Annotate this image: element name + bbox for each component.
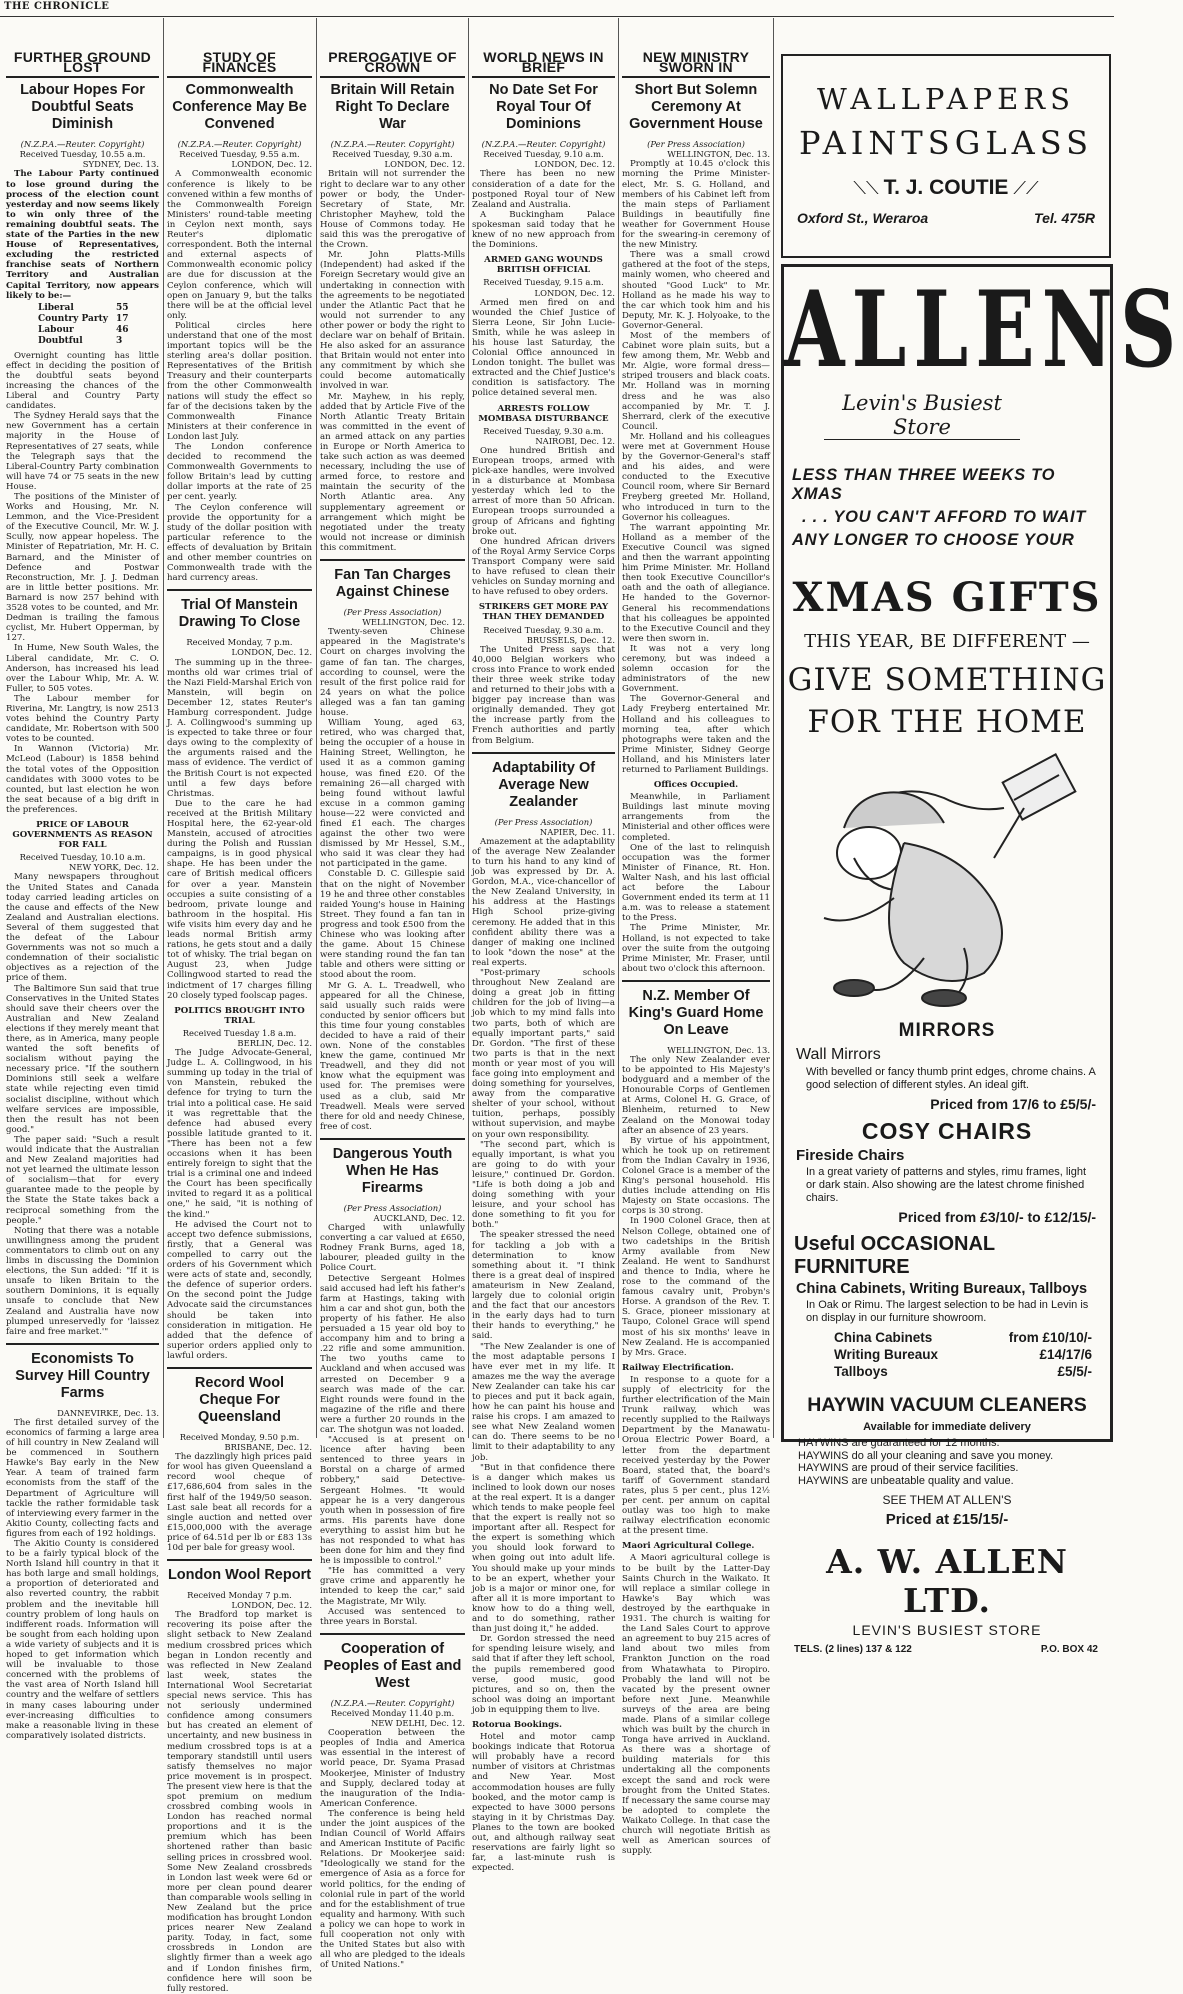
promo-line: LESS THAN THREE WEEKS TO XMAS	[792, 466, 1056, 503]
section-title: STUDY OF FINANCES	[167, 50, 312, 78]
paragraph: In 1900 Colonel Grace, then at Nelson College, obtained one of two cadetships in the British Army available from New Zealand. He went to Sandhurst and thence to India, where he rose to the command of the famous cavalry unit, Probyn's Horse. A grandson of the Rev. T. S. Grace, pioneer missionary at Taupo, Colonel Grace will spend most of his six months' leave in New Zealand. He is accompanied by Mrs. Grace.	[622, 1216, 770, 1358]
paragraph: Twenty-seven Chinese appeared in the Magistrate's Court on charges involving the game of fan tan. The charges, according to counsel, were the result of the first police raid for 24 years on what the police alleged was a fan tan gaming house.	[320, 627, 465, 718]
chairs-price: Priced from £3/10/- to £12/15/-	[898, 1209, 1096, 1225]
credit: (N.Z.P.A.—Reuter. Copyright)	[330, 139, 455, 150]
be-different-line: THIS YEAR, BE DIFFERENT —	[804, 631, 1090, 652]
received-line: Received Tuesday, 9.30 a.m.	[483, 624, 604, 635]
paragraph: The paper said: "Such a result would indicate that the Australian and New Zealand majorities had not yet learned the ultimate lesson of socialism—that for every guarantee made to the people by the State the State takes back a reciprocal something from the people."	[6, 1134, 159, 1226]
column-rule	[618, 18, 619, 1438]
paragraph: One of the last to relinquish occupation was the former Minister of Finance, Rt. Hon. Walter Nash, and his last official act before the Labour Government ended its term at 11 a.m. was to release a statement to the Press.	[622, 842, 770, 924]
party-name: Country Party	[38, 313, 109, 324]
received-line: Received Monday 7 p.m.	[187, 1590, 292, 1601]
paragraph: The Sydney Herald says that the new Government has a certain majority in the House of Representatives of 27 seats, while the Telegraph says that the Liberal-Country Party combination will have 74 or 75 seats in the new House.	[6, 411, 159, 492]
seat-count: 55	[116, 302, 129, 313]
article-lead: The Labour Party continued to lose ground during the process of the election count yesterday and now seems likely to win only three of the remaining doubtful seats. The state of the Parties in the new House of Representatives, excluding the restricted franchise seats of Northern Territory and Australian Capital Territory, now appears likely to be:—	[6, 169, 159, 301]
article-headline: London Wool Report	[167, 1559, 312, 1584]
list-item: HAYWINS are unbeatable quality and value.	[798, 1474, 1014, 1487]
ad-line-glass: GLASS	[954, 124, 1093, 162]
dateline: BRUSSELS, Dec. 12.	[526, 634, 615, 645]
article-headline: Short But Solemn Ceremony At Government House	[629, 82, 763, 133]
column-1	[6, 49, 159, 1741]
column-rule	[163, 18, 164, 1438]
credit: (N.Z.P.A.—Reuter. Copyright)	[330, 1697, 455, 1708]
company-name: A. W. ALLEN LTD.	[826, 1542, 1068, 1620]
ad-tel: Tel. 475R	[1034, 210, 1095, 226]
section-title: PREROGATIVE OF CROWN	[320, 50, 465, 78]
paragraph: The dazzlingly high prices paid for wool has given Queensland a record wool cheque of £17,686,604 from sales in the first half of the 1949/50 season. Last sale beat all records for a single auction and netted over £15,000,000 with the average price of 64.51d per lb or £83 13s 10d per bale for greasy wool.	[167, 1452, 312, 1553]
contact-row	[784, 1638, 1110, 1655]
dateline: NAPIER, Dec. 11.	[539, 826, 615, 837]
paragraph: Most of the members of Cabinet wore plain suits, but a few among them, Mr. Webb and Mr. Algie, wore formal dress—striped trousers and black coats. Mr. Holland was in morning dress and he was also accompanied by Mr. T. J. Sherrard, clerk of the executive Council.	[622, 330, 770, 432]
paragraph: Armed men fired on and wounded the Chief Justice of Sierra Leone, Sir John Lucie-Smith, while he was asleep in his house last Saturday, the Colonial Office announced in London tonight. The bullet was extracted and the Chief Justice's condition is satisfactory. The police detained several men.	[472, 297, 615, 399]
paragraph: Meanwhile, in Parliament Buildings last minute moving arrangements from the Ministerial and other offices were completed.	[622, 792, 770, 843]
credit: (Per Press Association)	[647, 139, 745, 150]
received-line: Received Tuesday, 9.15 a.m.	[483, 277, 604, 288]
wallpapers-ad	[781, 54, 1111, 258]
paragraph: He advised the Court not to accept two defence submissions, firstly, that a General was compelled to carry out the orders of his Government which were acts of state and, secondly, the defence of superior orders. On the second point the Judge Advocate said the circumstances should be taken into consideration in mitigation. He added that the defence of superior orders applied only to lawful orders.	[167, 1219, 312, 1361]
subheading: ARRESTS FOLLOW MOMBASA DISTURBANCE	[478, 403, 609, 424]
paragraph: The Akitio County is considered to be a fairly typical block of the North Island hill country in that it has both large and small holdings, a proportion of deteriorated and also reverted country, the rabbit problem and the inevitable hill country problem of long hauls on indifferent roads. Information will be sought from each holding upon a wide variety of subjects and it is hoped to get information which will be invaluable to those concerned with the problems of the vast area of North Island hill country and the welfare of settlers in many cases labouring under ever-increasing difficulties to make a reasonable living in these comparatively isolated districts.	[6, 1539, 159, 1741]
received-line: Received Tuesday 1.8 a.m.	[182, 1027, 297, 1038]
give-something-line: GIVE SOMETHING	[787, 662, 1107, 698]
article-headline: Cooperation of Peoples of East and West	[320, 1633, 465, 1692]
promo-line: ANY LONGER TO CHOOSE YOUR	[792, 531, 1075, 549]
paragraph: In Hume, New South Wales, the Liberal candidate, Mr. C. O. Anderson, has increased his lead over the Labour Whip, Mr. A. W. Fuller, to 505 votes.	[6, 643, 159, 694]
paragraph: A Commonwealth economic conference is likely to be convened within a few months of the Commonwealth Foreign Ministers' round-table meeting in Ceylon next month, says Reuter's diplomatic correspondent. Both the internal and external aspects of Commonwealth economic policy are due for discussion at the Ceylon conference, which will open on January 9, but the talks there will be at the official level only.	[167, 169, 312, 321]
subheading: Maori Agricultural College.	[622, 1541, 755, 1552]
vacuum-heading: HAYWIN VACUUM CLEANERS	[807, 1394, 1087, 1416]
column-5	[622, 49, 770, 1857]
credit: (N.Z.P.A.—Reuter. Copyright)	[177, 139, 302, 150]
paragraph: The Ceylon conference will provide the opportunity for a study of the dollar position with particular reference to the effects of devaluation by Britain and other member countries on Commonwealth trade with the hard currency areas.	[167, 502, 312, 584]
mirrors-price: Priced from 17/6 to £5/5/-	[930, 1096, 1096, 1112]
subheading: ARMED GANG WOUNDS BRITISH OFFICIAL	[484, 255, 603, 276]
paragraph: Mr. Holland and his colleagues were met at Government House by the Governor-General's staff and his aides, and were conducted to the Executive Council room, where Sir Bernard Freyberg greeted Mr. Holland, who introduced in turn to the Governor his colleagues.	[622, 431, 770, 523]
po-box: P.O. BOX 42	[1040, 1644, 1098, 1655]
party-name: Labour	[38, 324, 74, 335]
vacuum-price: Priced at £15/15/-	[885, 1511, 1009, 1528]
ad-name-text: T. J. COUTIE	[883, 176, 1009, 199]
received-line: Received Tuesday, 10.10 a.m.	[19, 852, 146, 863]
paragraph: The Governor-General and Lady Freyberg entertained Mr. Holland and his colleagues to morning tea, after which photographs were taken and the Prime Minister, Sidney George Holland, and his Ministers later returned to Parliament Buildings.	[622, 694, 770, 775]
credit: (Per Press Association)	[494, 816, 593, 827]
paragraph: It was not a very long ceremony, but was indeed a solemn occasion for the administrators of the new Government.	[622, 643, 770, 695]
subheading: POLITICS BROUGHT INTO TRIAL	[174, 1005, 305, 1026]
dateline: LONDON, Dec. 12.	[534, 159, 615, 170]
paragraph: "He has committed a very grave crime and apparently he intended to keep the car," said the Magistrate, Mr Wily.	[320, 1566, 465, 1607]
paragraph: Overnight counting has little effect in deciding the position of the doubtful seats beyond increasing the chances of the Liberal and Country Party candidates.	[6, 350, 159, 412]
list-item	[834, 1363, 1092, 1380]
mirrors-subheading: Wall Mirrors	[796, 1046, 881, 1063]
sunray-right-icon: ⟋⟋	[1008, 178, 1039, 198]
dateline: LONDON, Dec. 12.	[231, 159, 312, 170]
subheading: PRICE OF LABOUR GOVERNMENTS AS REASON FOR FALL	[12, 820, 153, 851]
ad-line-paints: PAINTS	[799, 124, 955, 162]
paragraph: The summing up in the three-months old war crimes trial of the Nazi Field-Marshal Erich von Manstein, will begin on December 12, states Reuter's Hamburg correspondent. Judge J. A. Collingwood's summing up is expected to take three or four days owing to the complexity of the arguments raised and the mass of evidence. The verdict of the British Court is not expected until a few days before Christmas.	[167, 657, 312, 799]
subheading: STRIKERS GET MORE PAY THAN THEY DEMANDED	[478, 602, 609, 623]
seat-count: 3	[116, 335, 123, 346]
ad-name	[783, 176, 1109, 200]
paragraph: The first detailed survey of the economics of farming a large area of hill country in New Zealand will be commenced in Southern Hawke's Bay early in the New Year. A team of trained farm economists from the staff of the Department of Agriculture will tackle the rather formidable task of interviewing every farmer in the Akitio County, collecting facts and figures from each of 192 holdings.	[6, 1417, 159, 1539]
paragraph: A Buckingham Palace spokesman said today that he knew of no new approach from the Dominions.	[472, 209, 615, 251]
paragraph: Promptly at 10.45 o'clock this morning the Prime Minister-elect, Mr. S. G. Holland, and members of his Cabinet left from the main steps of Parliament Buildings in beautifully fine weather for Government House for the swearing-in ceremony of the new Ministry.	[622, 159, 770, 251]
paragraph: One hundred African drivers of the Royal Army Service Corps Transport Company were said to have refused to clean their vehicles on Sunday morning and to have refused to obey orders.	[472, 536, 615, 598]
article-headline: Dangerous Youth When He Has Firearms	[320, 1138, 465, 1197]
paragraph: Constable D. C. Gillespie said that on the night of November 19 he and three other constables raided Young's house in Haining Street. They found a fan tan in progress and took £500 from the Chinese who was looking after the game. About 15 Chinese were standing round the fan tan table and others were sitting or stood about the room.	[320, 869, 465, 981]
dateline: LONDON, Dec. 12.	[534, 287, 615, 298]
article-headline: Fan Tan Charges Against Chinese	[320, 559, 465, 601]
xmas-gifts-heading: XMAS GIFTS	[792, 574, 1102, 621]
paragraph: Cooperation between the peoples of India and America was essential in the interest of world peace, Dr. Syama Prasad Mookerjee, Minister of Industry and Supply, declared today at the inauguration of the India-American Conference.	[320, 1728, 465, 1809]
subheading: Railway Electrification.	[622, 1362, 734, 1373]
dateline: NEW DELHI, Dec. 12.	[370, 1718, 465, 1729]
paragraph: The London conference decided to recommend the Commonwealth Governments to follow Britain's lead by cutting dollar imports at the rate of 25 per cent. yearly.	[167, 442, 312, 503]
paragraph: The warrant appointing Mr. Holland as a member of the Executive Council was signed and then the warrant appointing him Prime Minister. Mr. Holland then took Executive Councillor's oath and the oath of allegiance. He handed to the Governor-General his recommendations that his colleagues be appointed to the Executive Council and they were then sworn in.	[622, 522, 770, 644]
paragraph: In response to a quote for a supply of electricity for the further electrification of the Main Trunk railway, which was recently supplied to the Railways Department by the Manawatu-Oroua Electric Power Board, a letter from the department received yesterday by the Power Board, stated that, the board's tariff of Government standard rates, plus 5 per cent., plus 12½ per cent. per annum on capital outlay was too high to make railway electrification economic at the present time.	[622, 1374, 770, 1537]
credit: (N.Z.P.A.—Reuter. Copyright)	[20, 139, 145, 150]
paragraph: Many newspapers throughout the United States and Canada today carried leading articles on the cause and effects of the New Zealand and Australian elections. Several of them suggested that the defeat of the Labour Governments was not so much a condemnation of their socialistic objectives as a rejection of the price of them.	[6, 872, 159, 984]
list-item	[834, 1346, 1092, 1363]
allens-tagline: Levin's Busiest Store	[824, 391, 1020, 440]
santa-claus-illustration	[784, 748, 1104, 1018]
article-headline: Britain Will Retain Right To Declare War	[330, 82, 455, 133]
column-rule	[773, 18, 774, 1438]
company-tagline: LEVIN'S BUSIEST STORE	[852, 1622, 1042, 1638]
promo-line: . . . YOU CAN'T AFFORD TO WAIT	[802, 508, 1087, 526]
section-title: WORLD NEWS IN BRIEF	[472, 50, 615, 78]
paragraph: Hotel and motor camp bookings indicate that Rotorua will probably have a record number of visitors at Christmas and New Year. Most accommodation houses are fully booked, and the motor camp is expected to have 3000 persons staying in it by Christmas Day. Planes to the town are booked out, and although railway seat reservations are fairly light so far, a last-minute rush is expected.	[472, 1732, 615, 1874]
vacuum-see-line: SEE THEM AT ALLEN'S	[882, 1493, 1012, 1507]
dateline: BRISBANE, Dec. 12.	[224, 1442, 312, 1453]
list-item	[834, 1329, 1092, 1346]
paragraph: The only New Zealander ever to be appointed to His Majesty's bodyguard and a member of the Honourable Corps of Gentlemen at Arms, Colonel H. G. Grace, of Blenheim, returned to New Zealand on the Monowai today after an absence of 23 years.	[622, 1054, 770, 1136]
chairs-description: In a great variety of patterns and styles, rimu frames, light or dark stain. Also showing are the latest chrome finished chairs.	[806, 1166, 1087, 1204]
item-name: Writing Bureaux	[834, 1347, 939, 1362]
table-row	[34, 314, 133, 325]
credit: (Per Press Association)	[343, 607, 442, 618]
article-headline: Economists To Survey Hill Country Farms	[6, 1343, 159, 1402]
paragraph: Detective Sergeant Holmes said accused had left his father's farm at Hastings, taking with him a car and shot gun, both the property of his father. He also persuaded a 15 year old boy to accompany him and to bring a .22 rifle and some ammunition. The two youths came to Auckland and when accused was arrested on December 9 a search was made of the car. Eight rounds were found in the magazine of the rifle and there were a further 20 rounds in the car. The shotgun was not loaded.	[320, 1273, 465, 1435]
article-headline: N.Z. Member Of King's Guard Home On Leave	[622, 980, 770, 1039]
party-name: Doubtful	[38, 335, 83, 346]
ad-address: Oxford St., Weraroa	[797, 210, 929, 226]
chairs-heading: COSY CHAIRS	[861, 1118, 1033, 1144]
party-name: Liberal	[38, 302, 74, 313]
list-item: HAYWINS do all your cleaning and save you money.	[798, 1449, 1054, 1462]
subheading: Rotorua Bookings.	[472, 1719, 562, 1730]
received-line: Received Monday, 9.50 p.m.	[179, 1431, 300, 1442]
list-item: HAYWINS are guaranteed for 12 months.	[798, 1437, 1000, 1449]
paragraph: The Baltimore Sun said that true Conservatives in the United States should save their cheers over the Australian and New Zealand elections if they merely meant that there, as in America, many people wanted the soft benefits of socialism without paying the necessary price. "If the southern Dominions still seek a welfare state while rejecting even timid socialist discipline, without which welfare services are impossible, then the result has not been good."	[6, 983, 159, 1135]
item-name: China Cabinets	[834, 1330, 933, 1345]
allens-brand: ALLENS	[784, 268, 1183, 392]
paragraph: There has been no new consideration of a date for the postponed Royal tour of New Zealand and Australia.	[472, 169, 615, 210]
section-title: NEW MINISTRY SWORN IN	[622, 50, 770, 78]
article-headline: Labour Hopes For Doubtful Seats Diminish	[20, 82, 145, 133]
column-rule	[316, 18, 317, 1438]
vacuum-features	[798, 1437, 1100, 1487]
paragraph: Political circles here understand that one of the most important topics will be the sterling area's dollar position. Representatives of the British Treasury and their counterparts from the other Commonwealth nations will study the effect so far of the decisions taken by the Commonwealth Finance Ministers at their conference in London last July.	[167, 320, 312, 442]
paragraph: A Maori agricultural college is to be built by the Latter-Day Saints Church in the Waikato. It will replace a similar college in Hawke's Bay which was destroyed by the earthquake in 1931. The church is waiting for the Land Sales Court to approve an agreement to buy 215 acres of land about two miles from Frankton Junction on the road from Whatawhata to Piropiro. Probably the land will not be vacated by the present owner before next June. Meanwhile surveys of the area are being made. Plans of a similar college which was built by the church in Tonga have arrived in Auckland. As there was a shortage of building materials for this undertaking all the components except the sand and rock were brought from the United States. If necessary the same course may be adopted to complete the Waikato College. In that case the church will negotiate British as well as American sources of supply.	[622, 1553, 770, 1857]
masthead	[0, 0, 1114, 17]
received-line: Received Tuesday, 9.55 a.m.	[179, 149, 300, 160]
received-line: Received Tuesday, 10.55 a.m.	[19, 149, 146, 160]
item-price: £14/17/6	[1039, 1347, 1092, 1362]
dateline: AUCKLAND, Dec. 12.	[373, 1213, 465, 1223]
for-the-home-line: FOR THE HOME	[807, 704, 1087, 740]
item-name: Tallboys	[834, 1364, 888, 1379]
chairs-subheading: Fireside Chairs	[796, 1147, 905, 1164]
paragraph: Charged with unlawfully converting a car valued at £650, Rodney Frank Burns, aged 18, labourer, pleaded guilty in the Police Court.	[320, 1223, 465, 1274]
credit: (N.Z.P.A.—Reuter. Copyright)	[481, 139, 606, 150]
paragraph: The conference is being held under the joint auspices of the Indian Council of World Affairs and American Institute of Pacific Relations. Dr Mookerjee said: "Ideologically we stand for the emergence of Asia as a force for world politics, for the ending of colonial rule in part of the world and for the establishment of true equality and harmony. With such a policy we can hope to work in full cooperation not only with the United States but also with all who are pledged to the ideals of United Nations."	[320, 1808, 465, 1971]
paragraph: By virtue of his appointment, which he took up on retirement from the Indian Cavalry in 1936, Colonel Grace is a member of the King's personal household. His duties include attending on His Majesty on State occasions. The corps is 30 strong.	[622, 1135, 770, 1217]
paragraph: The Prime Minister, Mr. Holland, is not expected to take over the suite from the outgoing Prime Minister, Mr. Fraser, until about two o'clock this afternoon.	[622, 923, 770, 974]
vacuum-subheading: Available for immediate delivery	[863, 1421, 1031, 1433]
item-price: from £10/10/-	[1008, 1330, 1092, 1345]
furniture-heading: Useful OCCASIONAL FURNITURE	[794, 1233, 995, 1278]
paragraph: Britain will not surrender the right to declare war to any other power or body, the Under-Secretary of State, Mr. Christopher Mayhew, told the House of Commons today. He said this was the prerogative of the Crown.	[320, 169, 465, 251]
dateline: WELLINGTON, Dec. 13.	[667, 1044, 770, 1055]
dateline: WELLINGTON, Dec. 12.	[362, 617, 465, 628]
results-table	[34, 303, 133, 347]
paragraph: One hundred British and European troops, armed with pick-axe handles, were involved in a disturbance at Mombasa yesterday which led to the arrest of more than 50 African. European troops surrounded a group of Africans and fighting broke out.	[472, 445, 615, 537]
column-rule	[468, 18, 469, 1438]
dateline: SYDNEY, Dec. 13.	[82, 159, 159, 170]
paragraph: "The New Zealander is one of the most adaptable persons I have ever met in my life. It amazes me the way the average New Zealander can take his car to pieces and put it back again, how he can paint his house and raise his crops. I am amazed to see what New Zealand women can do. There seems to be no limit to their adaptability to any job.	[472, 1341, 615, 1463]
table-row	[34, 325, 133, 336]
paragraph: The Bradford top market is recovering its poise after the slight setback to New Zealand medium crossbred prices which began in London recently and was reflected in New Zealand last week, states the International Wool Secretariat special news service. This has not seriously undermined confidence among consumers but has created an element of uncertainty, and new business in medium crossbred tops is at a temporary standstill until users satisfy themselves no major price movement is in prospect. The present view here is that the spot premium on medium crossbred combing wools in London has reached normal proportions and it is the premium which has been shortened rather than basic selling prices in crossbred wool. Some New Zealand crossbreds in London last week were 6d or more per clean pound dearer than comparable wools selling in New Zealand but the price modification has brought London prices nearer New Zealand parity. Today, in fact, some crossbreds in London are slightly firmer than a week ago and if London finishes firm, confidence here will soon be fully restored.	[167, 1610, 312, 1994]
dateline: WELLINGTON, Dec. 13.	[667, 149, 770, 160]
received-line: Received Monday 11.40 p.m.	[330, 1707, 455, 1718]
table-row	[34, 303, 133, 314]
article-headline: No Date Set For Royal Tour Of Dominions	[489, 82, 598, 133]
paragraph: The speaker stressed the need for tackling a job with a determination to know something about it. "I think there is a great deal of inspired amateurism in New Zealand, largely due to colonial origin and the fact that our ancestors in the early days had to turn their hands to everything," he said.	[472, 1230, 615, 1342]
article-headline: Adaptability Of Average New Zealander	[472, 752, 615, 811]
paragraph: Dr. Gordon stressed the need for spending leisure wisely, and said that if after they left school, the pupils remembered good verse, good music, good pictures, and so on, then the school was doing an important job in equipping them to live.	[472, 1634, 615, 1715]
received-line: Received Tuesday, 9.30 a.m.	[483, 425, 604, 436]
paragraph: Noting that there was a notable unwillingness among the prudent commentators to climb out on any limbs in discussing the Dominion elections, the Sun added: "If it is unsafe to liken Britain to the southern Dominions, it is equally unsafe to conclude that New Zealand and Australia have now plumped unreservedly for 'laissez faire and free market.'"	[6, 1225, 159, 1337]
paragraph: The Labour member for Riverina, Mr. Langtry, is now 2513 votes behind the Country Party candidate, Mr. Robertson with 500 votes to be counted.	[6, 693, 159, 745]
dateline: DANNEVIRKE, Dec. 13.	[57, 1407, 159, 1418]
sunray-left-icon: ⟍⟍	[853, 178, 884, 198]
telephone-numbers: TELS. (2 lines) 137 & 122	[794, 1644, 912, 1655]
paragraph: William Young, aged 63, retired, who was charged that, being the occupier of a house in Haining Street, Wellington, he used it as a common gaming house, was fined £20. Of the remaining 26—all charged with being found without lawful excuse in a common gaming house—22 were convicted and fined £1 each. The charges against the other two were dismissed by Mr Hessel, S.M., who said it was clear they had not participated in the game.	[320, 718, 465, 870]
credit: (Per Press Association)	[343, 1202, 442, 1213]
paragraph: The Judge Advocate-General, Judge L. A. Collingwood, in his summing up today in the trial of von Manstein, rebuked the defence for trying to turn the trial into a political case. He said it was regrettable that the defence had abused every possible latitude granted to it. "There has been not a few occasions when it has been entirely foreign to sight that the trial is a criminal one and indeed the Court has been specifically invited to regard it as a political one," he said, "it is nothing of the kind."	[167, 1048, 312, 1220]
mirrors-description: With bevelled or fancy thumb print edges, chrome chains. A good selection of different styles. An ideal gift.	[806, 1066, 1096, 1091]
received-line: Received Tuesday, 9.30 a.m.	[332, 149, 453, 160]
paragraph: Mr. John Platts-Mills (Independent) had asked if the Foreign Secretary would give an undertaking in connection with the agreements to be negotiated under the Atlantic Pact that he would not surrender to any other power or body the right to declare war on behalf of Britain. He also asked for an assurance that Britain would not enter into any commitment by which she could become automatically involved in war.	[320, 250, 465, 392]
seat-count: 46	[116, 324, 129, 335]
article-headline: Commonwealth Conference May Be Convened	[172, 82, 307, 133]
section-title: FURTHER GROUND LOST	[6, 50, 159, 78]
column-4	[472, 49, 615, 1874]
seat-count: 17	[116, 313, 129, 324]
dateline: NEW YORK, Dec. 12.	[69, 862, 159, 873]
paragraph: The United Press says that 40,000 Belgian workers who cross into France to work ended their three week strike today and returned to their jobs with a bigger pay increase than was originally demanded. They got the increase partly from the French authorities and partly from Belgium.	[472, 644, 615, 746]
article-headline: Record Wool Cheque For Queensland	[167, 1367, 312, 1426]
column-3	[320, 49, 465, 1971]
paragraph: "But in that confidence there is a danger which makes us inclined to look down our noses at the real expert. It is a danger which tends to make people feel that the expert is really not so important after all. Respect for the expert is something which you should look forward to when going out into adult life. You should make up your minds to be an expert, whether your job is a major or minor one, for after all it is more important to know how to do a thing well, and to do something, rather than just doing it," he added.	[472, 1462, 615, 1635]
dateline: BERLIN, Dec. 12.	[237, 1037, 312, 1048]
paragraph: Mr. Mayhew, in his reply, added that by Article Five of the North Atlantic Treaty Britain was committed in the event of an armed attack on any parties in Europe or North America to take such action as was deemed necessary, including the use of armed force, to restore and maintain the security of the North Atlantic area. Any supplementary agreement or arrangement which might be negotiated under the treaty would not increase or diminish this commitment.	[320, 391, 465, 553]
paragraph: "The second part, which is equally important, is what you are going to do with your leisure," continued Dr. Gordon. "Life is both doing a job and doing something with your leisure, and your school has done something to fit you for both."	[472, 1139, 615, 1231]
paragraph: There was a small crowd gathered at the foot of the steps, mainly women, who cheered and shouted "Good Luck" to Mr. Holland as he made his way to the car which took him and his Deputy, Mr. K. J. Holyoake, to the Governor-General.	[622, 250, 770, 331]
paragraph: In Wannon (Victoria) Mr. McLeod (Labour) is 1858 behind the total votes of the Opposition candidates with 3000 votes to be counted, but last election he won the seat because of a big drift in the preferences.	[6, 744, 159, 815]
paragraph: "Post-primary schools throughout New Zealand are doing a great job in fitting children for the job of living—a job which to my mind falls into two parts, both of which are equally important parts," said Dr. Gordon. "The first of these two parts is that in the next month or year most of you will face going into employment and doing something for yourselves, away from the comparative shelter of your school, without tuition, perhaps, possibly without supervision, and maybe on your own responsibility.	[472, 968, 615, 1140]
received-line: Received Tuesday, 9.10 a.m.	[483, 149, 604, 160]
mirrors-heading: MIRRORS	[898, 1020, 996, 1041]
list-item: HAYWINS are proud of their service facilities.	[798, 1462, 1019, 1474]
paragraph: Amazement at the adaptability of the average New Zealander to turn his hand to any kind of job was expressed by Dr. A. Gordon, M.A., vice-chancellor of the New Zealand University, in his address at the Hastings High School prize-giving ceremony. He added that in this confident ability there was a danger of making one inclined to look "down the nose" at the real experts.	[472, 836, 615, 968]
furniture-subheading: China Cabinets, Writing Bureaux, Tallboys	[796, 1281, 1088, 1297]
ad-title: WALLPAPERS	[817, 82, 1075, 116]
paragraph: Due to the care he had received at the British Military Hospital here, the 62-year-old Manstein, accused of atrocities during the Polish and Russian campaigns, is in good physical shape. He has been under the care of British medical officers for over a year. Manstein occupies a suite consisting of a bedroom, private lounge and bathroom in the hospital. His wife visits him every day and he leads normal British army rations, he gets stout and a daily tot of whisky. The trial began on August 23, when Judge Collingwood started to read the indictment of 17 charges filling 20 closely typed foolscap pages.	[167, 798, 312, 1001]
paragraph: Mr G. A. L. Treadwell, who appeared for all the Chinese, said usually such raids were conducted by senior officers but this time four young constables decided to have a raid of their own. None of the constables knew the game, continued Mr Treadwell, and they did not know what the equipment was used for. The premises were used as a club, said Mr Treadwell. Meals were served there for old and needy Chinese, free of cost.	[320, 980, 465, 1132]
subheading: Offices Occupied.	[653, 780, 739, 791]
dateline: LONDON, Dec. 12.	[384, 159, 465, 170]
masthead-title: THE CHRONICLE	[4, 1, 110, 12]
dateline: NAIROBI, Dec. 12.	[535, 435, 615, 446]
paragraph: "Accused is at present on licence after having been sentenced to three years in Borstal on a charge of armed robbery," said Detective-Sergeant Holmes. "It would appear he is a very dangerous youth when in possession of fire arms. His parents have done everything to assist him but he has not responded to what has been done for him and they find he is impossible to control."	[320, 1435, 465, 1567]
item-price: £5/5/-	[1057, 1364, 1092, 1379]
paragraph: The positions of the Minister of Works and Housing, Mr. N. Lemmon, and the Vice-President of the Executive Council, Mr. W. J. Scully, now appear hopeless. The Minister of Repatriation, Mr. H. C. Barnard, and the Minister of Defence and Postwar Reconstruction, Mr. J. J. Dedman are in little better positions. Mr. Barnard is now 257 behind with 3528 votes to be counted, and Mr. Dedman is trailing the famous cyclist, Mr. Hubert Opperman, by 127.	[6, 492, 159, 644]
furniture-description: In Oak or Rimu. The largest selection to be had in Levin is on display in our furniture showroom.	[806, 1299, 1089, 1324]
column-2	[167, 49, 312, 1994]
article-headline: Trial Of Manstein Drawing To Close	[167, 589, 312, 631]
furniture-price-list	[834, 1329, 1092, 1380]
paragraph: Accused was sentenced to three years in Borstal.	[320, 1606, 465, 1627]
table-row	[34, 336, 133, 347]
allens-ad	[781, 264, 1183, 1655]
dateline: LONDON, Dec. 12.	[231, 1600, 312, 1611]
dateline: LONDON, Dec. 12.	[231, 647, 312, 658]
received-line: Received Monday, 7 p.m.	[186, 637, 293, 648]
